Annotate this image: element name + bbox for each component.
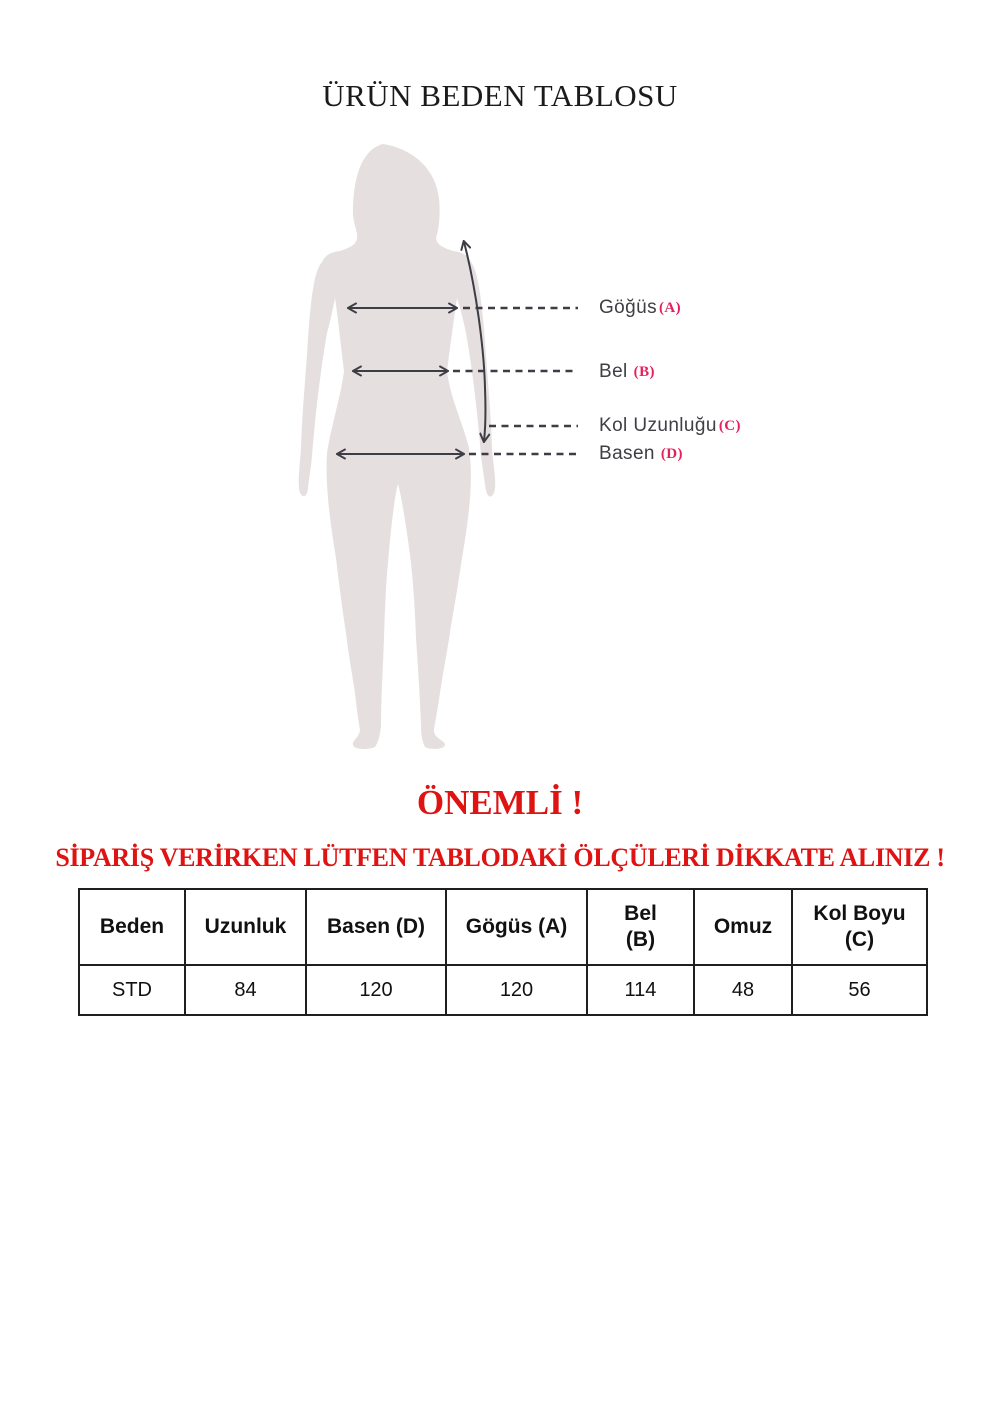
- label-text: Göğüs: [599, 297, 657, 318]
- size-table-column-header: Kol Boyu (C): [792, 889, 927, 965]
- label-marker: (B): [633, 363, 655, 380]
- label-text: Bel: [599, 361, 628, 382]
- size-table-header-row: [79, 889, 927, 965]
- label-marker: (A): [658, 299, 682, 316]
- label-text: Kol Uzunluğu: [599, 415, 717, 436]
- measurement-label-arm-length: [599, 415, 741, 437]
- female-body-silhouette: [299, 144, 495, 749]
- size-table-column-header: Omuz: [694, 889, 792, 965]
- size-table-column-header: Uzunluk: [185, 889, 306, 965]
- size-table-cell: 56: [792, 965, 927, 1015]
- size-table: [78, 888, 928, 1016]
- size-table-cell: 120: [446, 965, 587, 1015]
- measurement-label-chest: [599, 297, 681, 319]
- warning-text: SİPARİŞ VERİRKEN LÜTFEN TABLODAKİ ÖLÇÜLERİ DİKKATE ALINIZ !: [55, 843, 945, 872]
- label-marker: (D): [660, 445, 683, 462]
- size-table-cell: 84: [185, 965, 306, 1015]
- size-table-cell: STD: [79, 965, 185, 1015]
- label-marker: (C): [718, 417, 741, 434]
- size-table-column-header: Gögüs (A): [446, 889, 587, 965]
- size-table-data-row: [79, 965, 927, 1015]
- size-table-column-header: Beden: [79, 889, 185, 965]
- measurement-label-waist: [599, 361, 655, 383]
- label-text: Basen: [599, 443, 655, 464]
- size-table-cell: 120: [306, 965, 446, 1015]
- size-table-cell: 48: [694, 965, 792, 1015]
- size-table-body: [79, 965, 927, 1015]
- size-table-cell: 114: [587, 965, 694, 1015]
- size-table-column-header: Basen (D): [306, 889, 446, 965]
- important-heading: ÖNEMLİ !: [416, 783, 584, 822]
- size-table-column-header: Bel (B): [587, 889, 694, 965]
- body-silhouette-graphic: [295, 138, 590, 756]
- measurement-label-hip: [599, 443, 683, 465]
- page-title: ÜRÜN BEDEN TABLOSU: [322, 78, 678, 113]
